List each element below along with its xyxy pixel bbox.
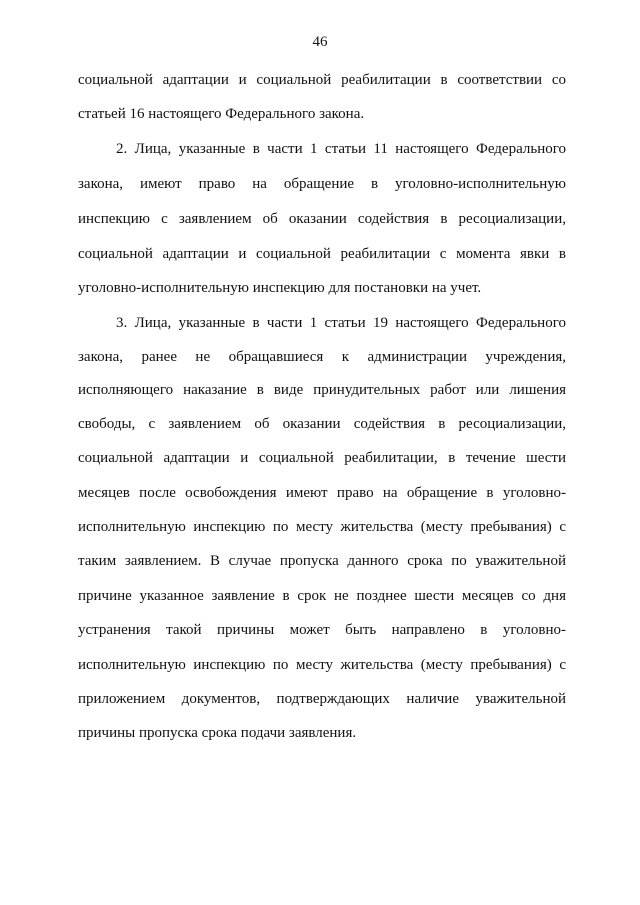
text-line: социальной адаптации и социальной реабилитации с момента явки в <box>78 246 566 262</box>
text-line: 3. Лица, указанные в части 1 статьи 19 настоящего Федерального <box>116 315 566 331</box>
text-line: уголовно-исполнительную инспекцию для постановки на учет. <box>78 280 482 296</box>
text-line: закона, имеют право на обращение в уголовно-исполнительную <box>78 176 566 192</box>
text-line: исполняющего наказание в виде принудительных работ или лишения <box>78 382 566 398</box>
text-line: инспекцию с заявлением об оказании содействия в ресоциализации, <box>78 211 566 227</box>
text-line: социальной адаптации и социальной реабилитации в соответствии со <box>78 72 566 88</box>
text-line: месяцев после освобождения имеют право на обращение в уголовно- <box>78 485 566 501</box>
text-line: социальной адаптации и социальной реабилитации, в течение шести <box>78 450 566 466</box>
text-line: исполнительную инспекцию по месту жительства (месту пребывания) с <box>78 519 566 535</box>
text-line: исполнительную инспекцию по месту жительства (месту пребывания) с <box>78 657 566 673</box>
text-line: 2. Лица, указанные в части 1 статьи 11 настоящего Федерального <box>116 141 566 157</box>
text-line: устранения такой причины может быть направлено в уголовно- <box>78 622 566 638</box>
text-line: причине указанное заявление в срок не позднее шести месяцев со дня <box>78 588 566 604</box>
text-line: закона, ранее не обращавшиеся к администрации учреждения, <box>78 349 566 365</box>
text-line: причины пропуска срока подачи заявления. <box>78 725 357 741</box>
text-line: статьей 16 настоящего Федерального закона. <box>78 106 365 122</box>
text-line: приложением документов, подтверждающих наличие уважительной <box>78 691 566 707</box>
text-line: свободы, с заявлением об оказании содействия в ресоциализации, <box>78 416 566 432</box>
page-number: 46 <box>312 34 328 50</box>
text-line: таким заявлением. В случае пропуска данного срока по уважительной <box>78 553 566 569</box>
